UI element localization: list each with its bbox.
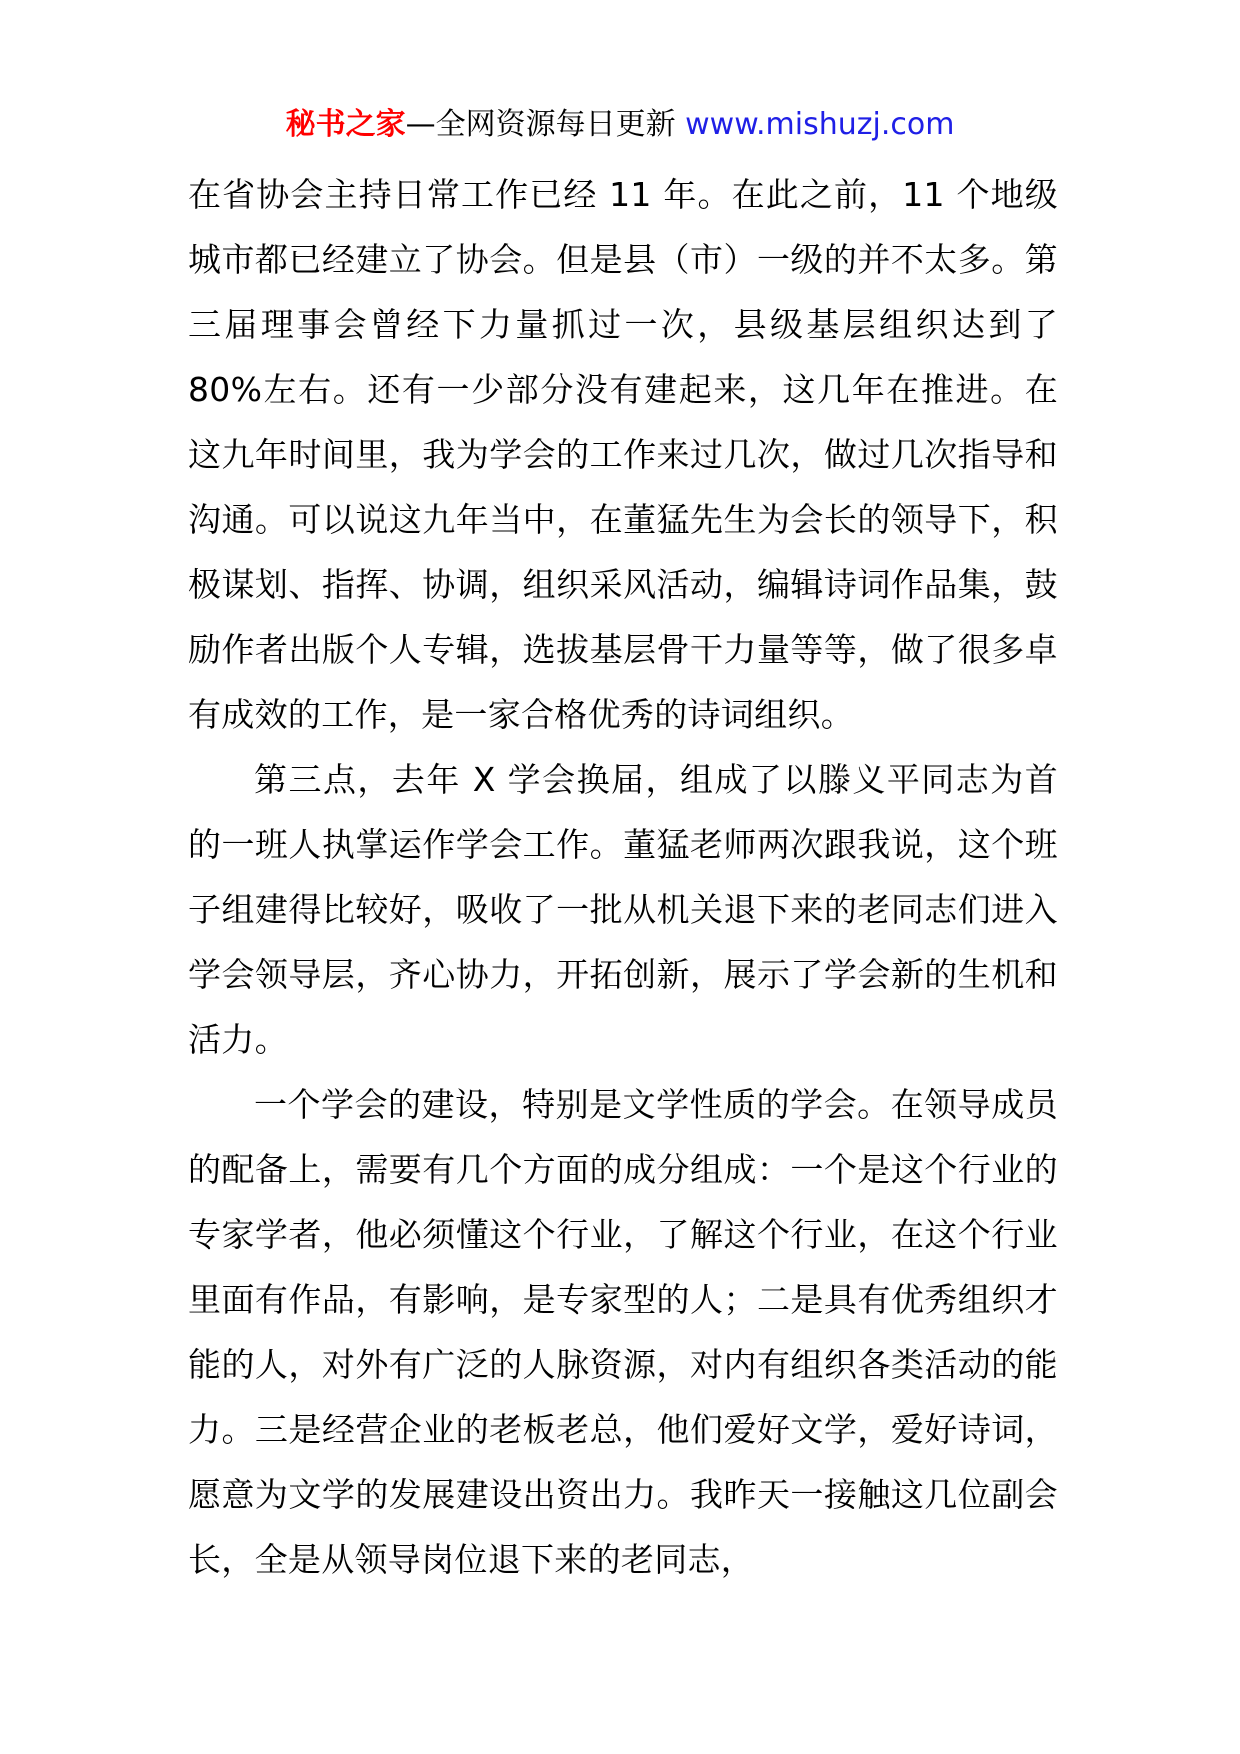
paragraph-3: 一个学会的建设，特别是文学性质的学会。在领导成员的配备上，需要有几个方面的成分组成：一个是这个行业的专家学者，他必须懂这个行业，了解这个行业，在这个行业里面有作品，有影响，是专家型的人；二是具有优秀组织才能的人，对外有广泛的人脉资源，对内有组织各类活动的能力。三是经营企业的老板老总，他们爱好文学，爱好诗词，愿意为文学的发展建设出资出力。我昨天一接触这几位副会长，全是从领导岗位退下来的老同志， — [188, 1085, 1058, 1579]
header-slogan: —全网资源每日更新 — [405, 107, 676, 142]
brand-name: 秘书之家 — [285, 107, 406, 142]
paragraph-1: 在省协会主持日常工作已经 11 年。在此之前，11 个地级城市都已经建立了协会。但是县（市）一级的并不太多。第三届理事会曾经下力量抓过一次，县级基层组织达到了 80%左右。还有一少部分没有建起来，这几年在推进。在这九年时间里，我为学会的工作来过几次，做过几次指导和沟通。可以说这九年当中，在董猛先生为会长的领导下，积极谋划、指挥、协调，组织采风活动，编辑诗词作品集，鼓励作者出版个人专辑，选拔基层骨干力量等等，做了很多卓有成效的工作，是一家合格优秀的诗词组织。 — [188, 175, 1058, 734]
document-body — [188, 162, 1058, 1592]
watermark-header — [0, 100, 1240, 150]
site-url-link[interactable]: www.mishuzj.com — [685, 107, 955, 142]
paragraph-2: 第三点，去年 X 学会换届，组成了以滕义平同志为首的一班人执掌运作学会工作。董猛老师两次跟我说，这个班子组建得比较好，吸收了一批从机关退下来的老同志们进入学会领导层，齐心协力，开拓创新，展示了学会新的生机和活力。 — [188, 760, 1058, 1059]
